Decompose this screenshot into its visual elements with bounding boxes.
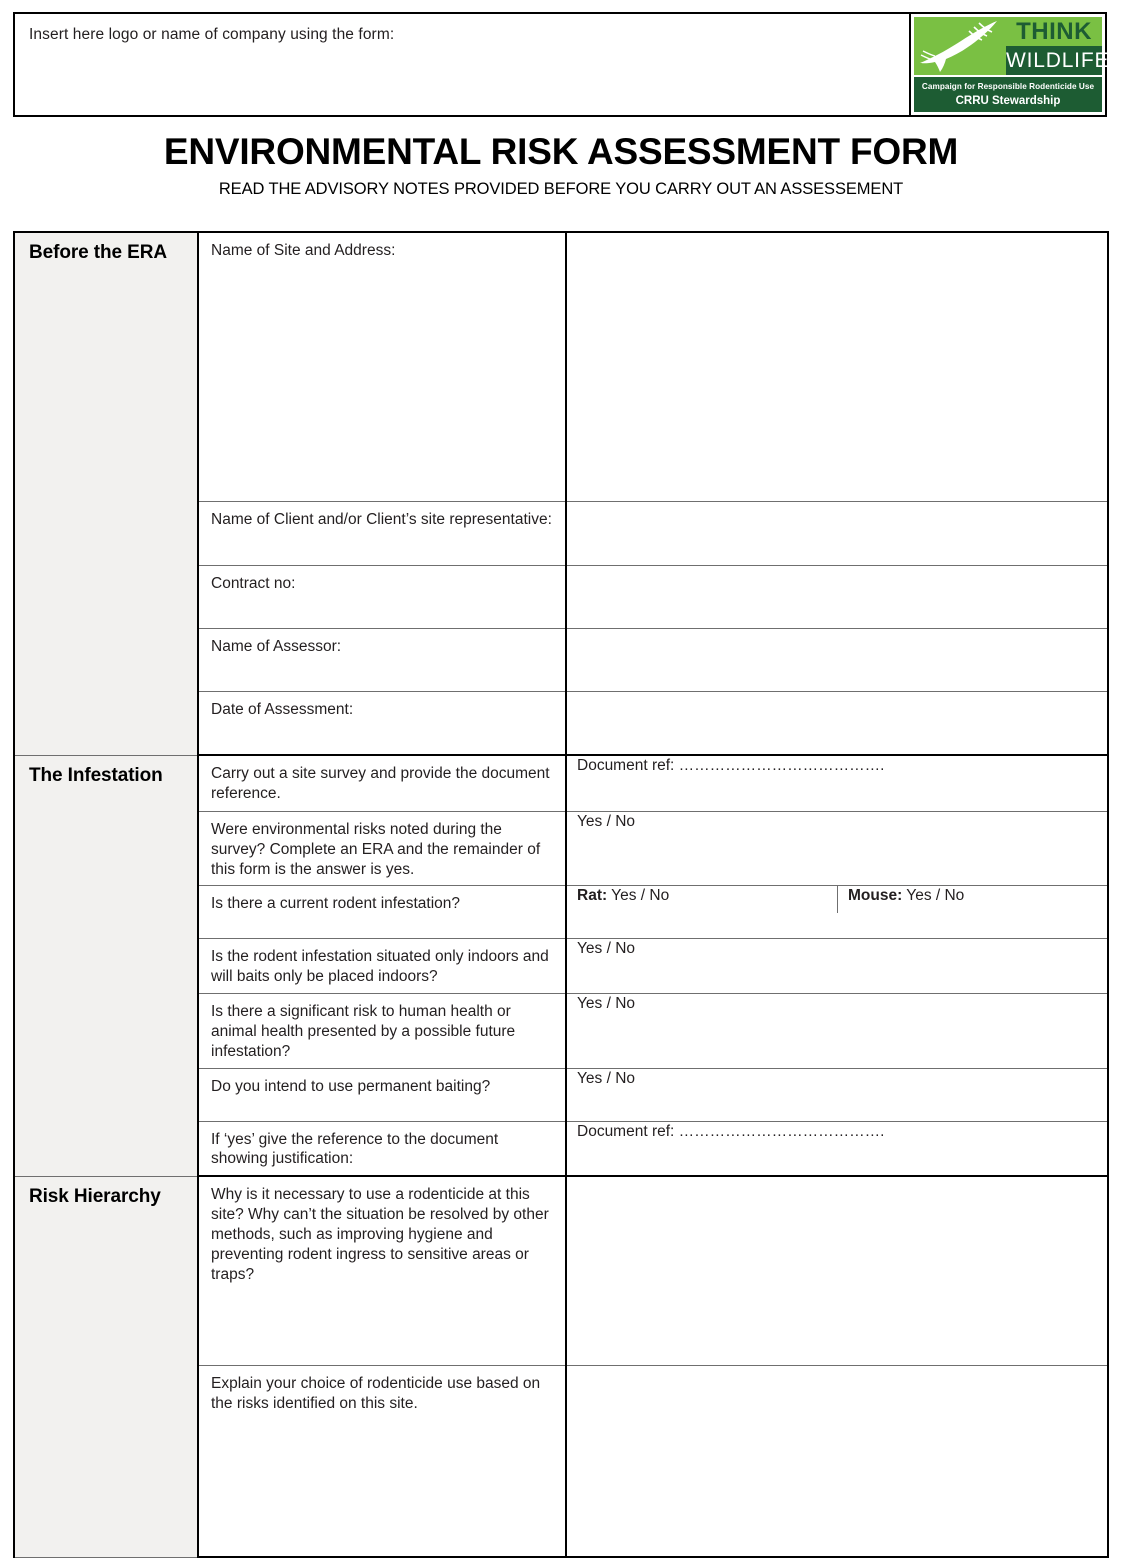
answer-explain-rodenticide-choice[interactable]: [566, 1366, 1108, 1558]
answer-text[interactable]: [567, 692, 1107, 706]
question-text: Carry out a site survey and provide the document reference.: [211, 765, 550, 802]
question-text: Name of Site and Address:: [211, 242, 396, 259]
question-text: Name of Assessor:: [211, 638, 342, 655]
question-contract-no: [198, 566, 566, 629]
bird-silhouette-icon: [914, 17, 1006, 75]
answer-justification-reference[interactable]: [566, 1121, 1108, 1176]
page-title: ENVIRONMENTAL RISK ASSESSMENT FORM: [163, 131, 959, 172]
answer-text[interactable]: Document ref: ………………………………….: [577, 757, 885, 774]
answer-text[interactable]: Yes / No: [577, 1069, 636, 1087]
answer-site-name-address[interactable]: [566, 232, 1108, 502]
answer-assessor-name[interactable]: [566, 629, 1108, 692]
answer-client-name[interactable]: [566, 502, 1108, 566]
answer-significant-health-risk[interactable]: [566, 994, 1108, 1068]
answer-text[interactable]: [567, 566, 1107, 580]
question-text: Were environmental risks noted during the survey? Complete an ERA and the remainder of this form is the answer is yes.: [211, 821, 541, 878]
answer-text[interactable]: Yes / No: [577, 813, 636, 830]
question-current-rodent-infestation: [198, 886, 566, 939]
question-text: If ‘yes’ give the reference to the document showing justification:: [211, 1130, 499, 1168]
company-header-box: [13, 12, 1110, 117]
question-site-survey-reference: [198, 755, 566, 812]
question-permanent-baiting: [198, 1068, 566, 1121]
answer-text[interactable]: Yes / No: [577, 995, 636, 1013]
question-environmental-risks-noted: [198, 812, 566, 886]
answer-why-rodenticide-necessary[interactable]: [566, 1176, 1108, 1366]
answer-contract-no[interactable]: [566, 566, 1108, 629]
question-text: Date of Assessment:: [211, 701, 354, 718]
answer-text[interactable]: Document ref: ………………………………….: [577, 1122, 885, 1140]
crru-think-wildlife-logo: [909, 14, 1110, 115]
answer-text[interactable]: [567, 1177, 1107, 1191]
question-client-name: [198, 502, 566, 566]
answer-text[interactable]: [567, 233, 1107, 247]
table-row: [14, 755, 1108, 812]
answer-mouse-infestation[interactable]: [838, 886, 1107, 913]
answer-text[interactable]: [567, 1366, 1107, 1380]
answer-permanent-baiting[interactable]: [566, 1068, 1108, 1121]
question-significant-health-risk: [198, 994, 566, 1068]
answer-current-rodent-infestation: [566, 886, 1108, 939]
question-text: Is there a significant risk to human health or animal health presented by a possible future infestation?: [211, 1003, 516, 1060]
question-text: Is the rodent infestation situated only indoors and will baits only be placed indoors?: [211, 948, 549, 986]
question-explain-rodenticide-choice: [198, 1366, 566, 1558]
logo-crru-stewardship: CRRU Stewardship: [955, 95, 1061, 107]
question-text: Contract no:: [211, 575, 296, 592]
section-label-risk-hierarchy: Risk Hierarchy: [29, 1185, 161, 1207]
question-assessor-name: [198, 629, 566, 692]
logo-think-wordmark: THINK: [1006, 17, 1102, 46]
company-logo-placeholder-text: Insert here logo or name of company using the form:: [29, 26, 395, 43]
section-label-before-era: Before the ERA: [29, 242, 167, 263]
answer-environmental-risks-noted[interactable]: [566, 812, 1108, 886]
answer-text[interactable]: Yes / No: [577, 940, 636, 958]
section-label-the-infestation: The Infestation: [29, 764, 163, 786]
answer-site-survey-reference[interactable]: [566, 755, 1108, 812]
answer-text[interactable]: [567, 502, 1107, 516]
section-header-before-era: [14, 232, 198, 755]
question-text: Is there a current rodent infestation?: [211, 895, 461, 913]
question-text: Why is it necessary to use a rodenticide at this site? Why can’t the situation be resolved by other methods, such as improving hygiene and preventing rodent ingress to sensitive areas or traps?: [211, 1186, 549, 1283]
answer-assessment-date[interactable]: [566, 692, 1108, 756]
question-justification-reference: [198, 1121, 566, 1176]
question-site-name-address: [198, 232, 566, 502]
section-header-the-infestation: [14, 755, 198, 1176]
table-row: [14, 1176, 1108, 1366]
mouse-label: Mouse:: [848, 887, 903, 905]
logo-wildlife-wordmark: WILDLIFE: [1006, 49, 1110, 72]
answer-rat-infestation[interactable]: [567, 886, 838, 913]
table-row: [14, 232, 1108, 502]
answer-infestation-indoors-only[interactable]: [566, 939, 1108, 994]
rat-label: Rat:: [577, 887, 608, 905]
question-text: Name of Client and/or Client’s site representative:: [211, 511, 552, 528]
question-text: Explain your choice of rodenticide use based on the risks identified on this site.: [211, 1375, 541, 1413]
question-why-rodenticide-necessary: [198, 1176, 566, 1366]
page-subtitle: READ THE ADVISORY NOTES PROVIDED BEFORE YOU CARRY OUT AN ASSESSEMENT: [218, 180, 904, 198]
mouse-answer[interactable]: Yes / No: [906, 887, 965, 905]
environmental-risk-assessment-table: [13, 231, 1109, 1558]
answer-text[interactable]: [567, 629, 1107, 643]
question-text: Do you intend to use permanent baiting?: [211, 1077, 491, 1095]
question-assessment-date: [198, 692, 566, 756]
rat-answer[interactable]: Yes / No: [611, 887, 670, 905]
logo-campaign-tagline: Campaign for Responsible Rodenticide Use: [921, 82, 1095, 91]
section-header-risk-hierarchy: [14, 1176, 198, 1557]
question-infestation-indoors-only: [198, 939, 566, 994]
